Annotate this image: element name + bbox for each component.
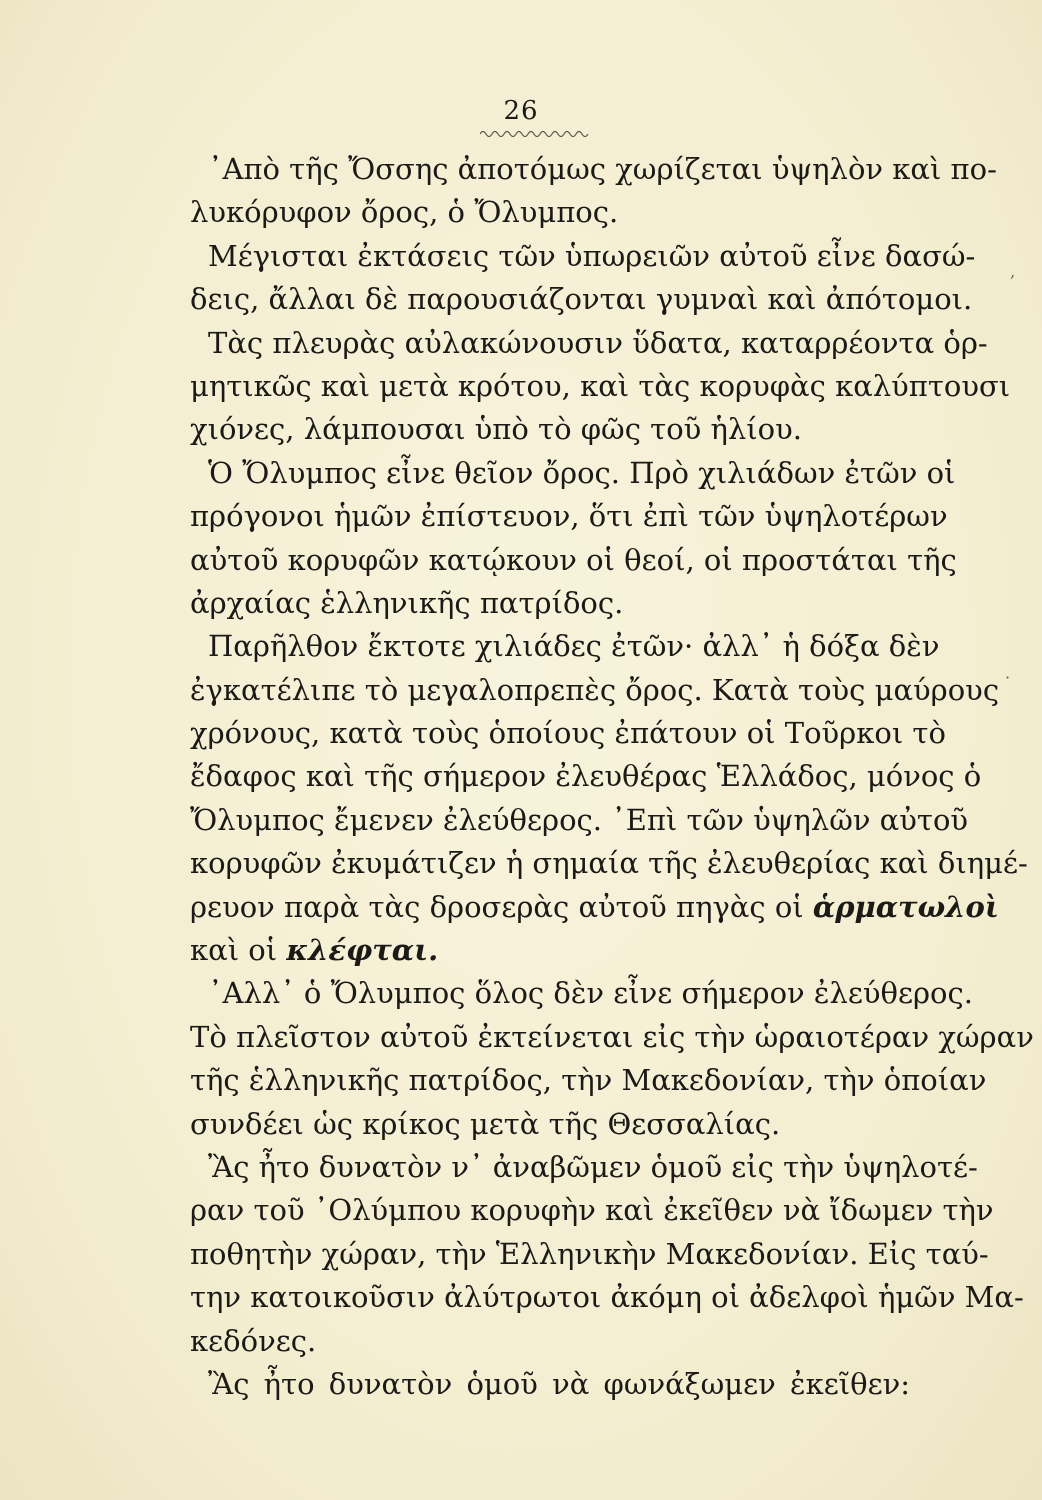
text-line: τῆς ἑλληνικῆς πατρίδος, τὴν Μακεδονίαν, τὴν ὁποίαν — [190, 1063, 987, 1098]
text-line: Παρῆλθον ἔκτοτε χιλιάδες ἐτῶν· ἀλλ᾿ ἡ δόξα δὲν — [208, 629, 940, 664]
text-line: ᾿Αλλ᾿ ὁ Ὄλυμπος ὅλος δὲν εἶνε σήμερον ἐλεύθερος. — [208, 976, 973, 1011]
page-number: 26 — [503, 96, 539, 126]
text-line: ᾿Απὸ τῆς Ὄσσης ἀποτόμως χωρίζεται ὑψηλὸν καὶ πο- — [208, 152, 997, 186]
text-line-with-emphasis — [190, 929, 910, 972]
emphasis-term: ἁρματωλοὶ — [812, 889, 999, 924]
text-line: Ἂς ἦτο δυνατὸν ὁμοῦ νὰ φωνάξωμεν ἐκεῖθεν: — [208, 1366, 910, 1401]
text-line: ἔδαφος καὶ τῆς σήμερον ἐλευθέρας Ἑλλάδος, μόνος ὁ — [190, 759, 982, 794]
text-segment: ρευον παρὰ τὰς δροσερὰς αὐτοῦ πηγὰς οἱ — [190, 889, 804, 924]
text-line: Ἂς ἦτο δυνατὸν ν᾿ ἀναβῶμεν ὁμοῦ εἰς τὴν ὑψηλοτέ- — [208, 1149, 978, 1184]
text-line: Μέγισται ἐκτάσεις τῶν ὑπωρειῶν αὐτοῦ εἶνε δασώ- — [208, 238, 976, 273]
text-line: ἐγκατέλιπε τὸ μεγαλοπρεπὲς ὄρος. Κατὰ τοὺς μαύρους — [190, 672, 1000, 707]
text-line: Τὰς πλευρὰς αὐλακώνουσιν ὕδατα, καταρρέοντα ὁρ- — [208, 325, 988, 360]
text-line: χιόνες, λάμπουσαι ὑπὸ τὸ φῶς τοῦ ἡλίου. — [190, 412, 802, 447]
text-line: χρόνους, κατὰ τοὺς ὁποίους ἐπάτουν οἱ Τοῦρκοι τὸ — [190, 716, 946, 751]
text-line: Ὄλυμπος ἔμενεν ἐλεύθερος. ᾿Επὶ τῶν ὑψηλῶν αὐτοῦ — [190, 802, 969, 837]
emphasis-term: κλέφται. — [286, 933, 439, 968]
text-line-with-emphasis — [190, 886, 999, 929]
text-line: ραν τοῦ ᾿Ολύμπου κορυφὴν καὶ ἐκεῖθεν νὰ ἴδωμεν τὴν — [190, 1193, 994, 1228]
text-line: κορυφῶν ἐκυμάτιζεν ἡ σημαία τῆς ἐλευθερίας καὶ διημέ- — [190, 846, 1028, 881]
text-line: Τὸ πλεῖστον αὐτοῦ ἐκτείνεται εἰς τὴν ὡραιοτέραν χώραν — [190, 1019, 1034, 1054]
body-text — [190, 148, 1034, 1406]
text-line: την κατοικοῦσιν ἀλύτρωτοι ἀκόμη οἱ ἀδελφοὶ ἡμῶν Μα- — [190, 1280, 1024, 1315]
text-line: μητικῶς καὶ μετὰ κρότου, καὶ τὰς κορυφὰς καλύπτουσι — [190, 368, 1011, 403]
text-line: λυκόρυφον ὄρος, ὁ Ὄλυμπος. — [190, 195, 619, 230]
text-line: ποθητὴν χώραν, τὴν Ἑλληνικὴν Μακεδονίαν. Εἰς ταύ- — [190, 1236, 989, 1271]
text-line: κεδόνες. — [190, 1323, 317, 1358]
text-line: αὐτοῦ κορυφῶν κατῴκουν οἱ θεοί, οἱ προστάται τῆς — [190, 542, 957, 577]
text-line: πρόγονοι ἡμῶν ἐπίστευον, ὅτι ἐπὶ τῶν ὑψηλοτέρων — [190, 499, 948, 534]
text-line: συνδέει ὡς κρίκος μετὰ τῆς Θεσσαλίας. — [190, 1106, 781, 1141]
margin-speck-icon: · — [1005, 668, 1011, 687]
text-segment: καὶ οἱ — [190, 933, 278, 968]
text-line: δεις, ἄλλαι δὲ παρουσιάζονται γυμναὶ καὶ ἀπότομοι. — [190, 282, 973, 317]
margin-speck-icon: ‚ — [1010, 262, 1016, 281]
wavy-ornament-icon — [480, 128, 590, 140]
text-line: Ὁ Ὄλυμπος εἶνε θεῖον ὄρος. Πρὸ χιλιάδων ἐτῶν οἱ — [208, 455, 956, 490]
text-line: ἀρχαίας ἑλληνικῆς πατρίδος. — [190, 585, 624, 620]
